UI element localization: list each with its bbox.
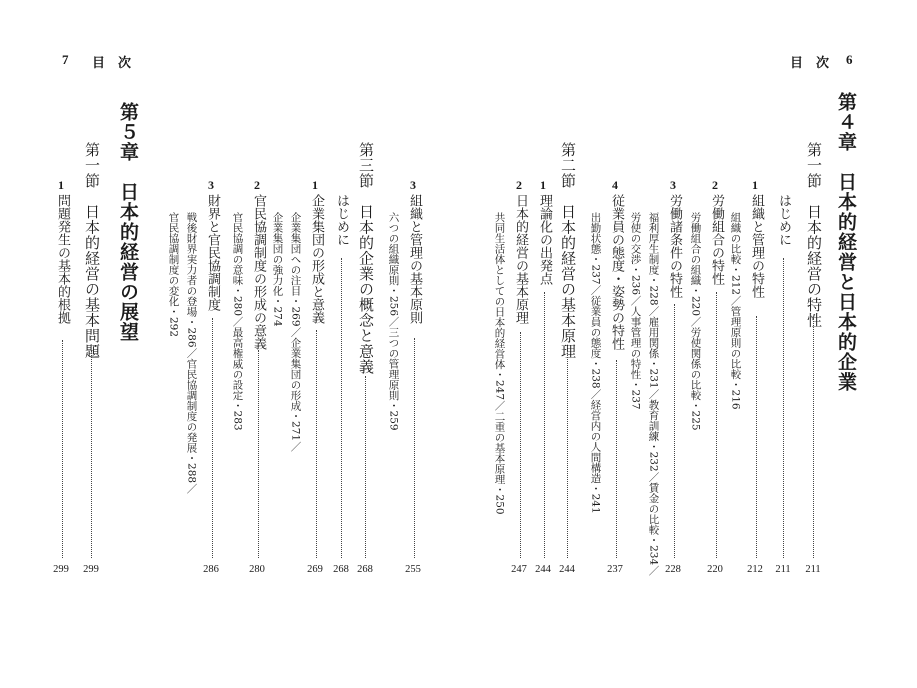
ch4-sec2-page: 244: [559, 564, 575, 575]
ch4-sec2-title: 第二節 日本的経営の基本原理: [559, 142, 577, 359]
ch4-intro-title: はじめに: [776, 194, 791, 246]
ch4-item1-page: 212: [747, 564, 763, 575]
leader-dots: [716, 292, 717, 558]
ch4-sec3-page: 268: [357, 564, 373, 575]
ch4-sec1-title: 第一節 日本的経営の特性: [805, 142, 823, 328]
ch4-item2-page: 220: [707, 564, 723, 575]
leader-dots: [365, 376, 366, 558]
ch5-sec1-title: 第一節 日本的経営の基本問題: [83, 142, 101, 359]
ch4-item1-title: 組織と管理の特性: [749, 194, 764, 298]
ch5-sec1-page: 299: [83, 564, 99, 575]
leader-dots: [783, 258, 784, 558]
chapter-4-title: 第４章 日本的経営と日本的企業: [835, 92, 857, 392]
ch4-item8-number: 1: [312, 178, 318, 192]
ch4-item6-number: 2: [516, 178, 522, 192]
ch4-intro3-page: 268: [333, 564, 349, 575]
ch5-item1-number: 1: [58, 178, 64, 192]
ch4-intro3-title: はじめに: [334, 194, 349, 246]
leader-dots: [544, 292, 545, 558]
leader-dots: [316, 330, 317, 558]
ch4-item2-sub: 労働組合の組織・220／労使関係の比較・225: [689, 212, 702, 431]
ch5-item1-title: 問題発生の基本的根拠: [55, 194, 70, 324]
leader-dots: [62, 340, 63, 558]
ch4-item8-title: 企業集団の形成と意義: [309, 194, 324, 324]
ch4-item4-sub: 出勤状態・237／従業員の態度・238／経営内の人間構造・241: [589, 212, 602, 514]
ch4-item10-sub1: 戦後財界実力者の登場・286／官民協調制度の発展・288／: [185, 212, 198, 494]
ch4-item3-title: 労働諸条件の特性: [667, 194, 682, 298]
leader-dots: [258, 350, 259, 558]
ch4-item7-title: 組織と管理の基本原則: [407, 194, 422, 324]
left-page-number: 7: [62, 52, 69, 67]
ch4-item5-title: 理論化の出発点: [537, 194, 552, 285]
ch4-item2-title: 労働組合の特性: [709, 194, 724, 285]
ch4-sec3-title: 第三節 日本的企業の概念と意義: [357, 142, 375, 375]
leader-dots: [91, 350, 92, 558]
leader-dots: [674, 304, 675, 558]
ch4-item4-number: 4: [612, 178, 618, 192]
ch4-item1-sub: 組織の比較・212／管理原則の比較・216: [729, 212, 742, 410]
ch4-item5-page: 244: [535, 564, 551, 575]
left-running-title: 目 次: [92, 56, 132, 71]
chapter-5-title: 第５章 日本的経営の展望: [117, 102, 139, 342]
ch4-item4-title: 従業員の態度・姿勢の特性: [609, 194, 624, 350]
ch5-item1-page: 299: [53, 564, 69, 575]
leader-dots: [520, 332, 521, 558]
ch4-item7-page: 255: [405, 564, 421, 575]
ch4-item2-number: 2: [712, 178, 718, 192]
ch4-item6-title: 日本的経営の基本原理: [513, 194, 528, 324]
ch4-item9-title: 官民協調制度の形成の意義: [251, 194, 266, 350]
ch4-item3-sub2: 労使の交渉・236／人事管理の特性・237: [629, 212, 642, 410]
ch4-item8-sub2: 企業集団の強力化・274: [271, 212, 284, 327]
right-running-title: 目 次: [790, 56, 830, 71]
right-page-number: 6: [846, 52, 853, 67]
ch4-item10-page: 286: [203, 564, 219, 575]
ch4-item10-sub2: 官民協調制度の変化・292: [167, 212, 180, 338]
ch4-item6-page: 247: [511, 564, 527, 575]
ch4-item9-number: 2: [254, 178, 260, 192]
ch4-item9-sub: 官民協調の意味・280／最高権威の設定・283: [231, 212, 244, 431]
ch4-item3-sub1: 福利厚生制度・228／雇用関係・231／教育訓練・232／賃金の比較・234／: [647, 212, 660, 576]
ch4-item3-page: 228: [665, 564, 681, 575]
ch4-item10-number: 3: [208, 178, 214, 192]
leader-dots: [212, 318, 213, 558]
leader-dots: [756, 316, 757, 558]
ch4-item7-number: 3: [410, 178, 416, 192]
leader-dots: [414, 338, 415, 558]
ch4-item8-sub1: 企業集団への注目・269／企業集団の形成・271／: [289, 212, 302, 452]
ch4-item7-sub: 六つの組織原則・256／三つの管理原則・259: [387, 212, 400, 431]
ch4-item5-number: 1: [540, 178, 546, 192]
ch4-sec1-page: 211: [805, 564, 821, 575]
leader-dots: [567, 346, 568, 558]
ch4-item9-page: 280: [249, 564, 265, 575]
ch4-item6-sub: 共同生活体としての日本的経営体・247／二重の基本原理・250: [493, 212, 506, 515]
ch4-intro-page: 211: [775, 564, 791, 575]
leader-dots: [341, 258, 342, 558]
ch4-item1-number: 1: [752, 178, 758, 192]
leader-dots: [813, 318, 814, 558]
ch4-item8-page: 269: [307, 564, 323, 575]
ch4-item3-number: 3: [670, 178, 676, 192]
ch4-item10-title: 財界と官民協調制度: [205, 194, 220, 311]
leader-dots: [616, 360, 617, 558]
ch4-item4-page: 237: [607, 564, 623, 575]
